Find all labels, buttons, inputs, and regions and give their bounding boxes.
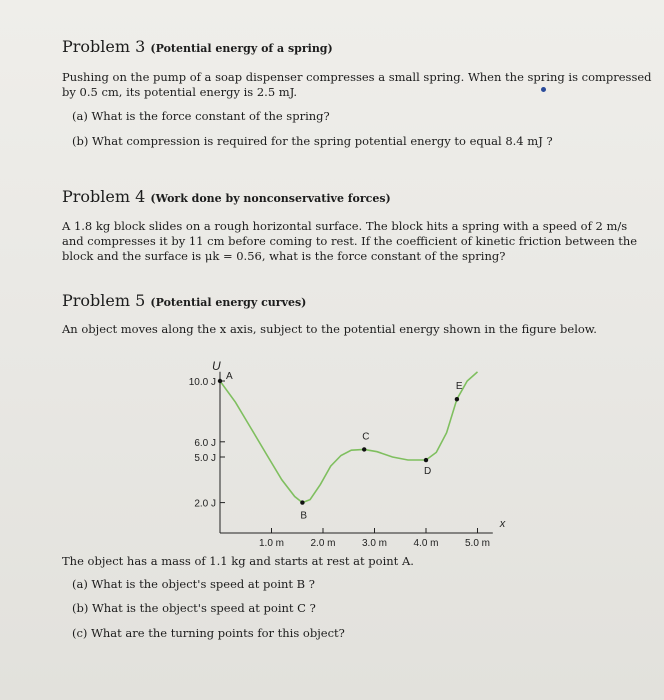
problem-5-question-b: (b) What is the object's speed at point C ? [72,601,316,615]
x-tick-label: 3.0 m [361,538,388,549]
point-label-b: B [300,510,308,522]
point-e [455,397,459,401]
problem-3-text-line2: by 0.5 cm, its potential energy is 2.5 mJ. [62,85,298,99]
problem-3-title: Problem 3 (Potential energy of a spring) [62,37,333,56]
mark-dot [541,87,546,92]
y-axis-label: U [212,358,221,373]
problem-5-intro: An object moves along the x axis, subject to the potential energy shown in the figure below. [62,322,597,336]
problem-5-after: The object has a mass of 1.1 kg and starts at rest at point A. [62,554,414,568]
problem-3-subtitle: (Potential energy of a spring) [150,42,333,55]
problem-4-text-line2: and compresses it by 11 cm before coming to rest. If the coefficient of kinetic friction between the [62,234,638,248]
problem-4-title: Problem 4 (Work done by nonconservative forces) [62,187,391,206]
problem-3-text-line1: Pushing on the pump of a soap dispenser compresses a small spring. When the spring is compressed [62,70,652,84]
problem-5-title: Problem 5 (Potential energy curves) [62,291,307,310]
problem-3-question-b: (b) What compression is required for the spring potential energy to equal 8.4 mJ ? [72,134,553,148]
point-label-d: D [424,466,432,478]
problem-4-text-line3: block and the surface is μk = 0.56, what is the force constant of the spring? [62,249,506,263]
x-tick-label: 1.0 m [258,538,285,549]
x-tick-label: 5.0 m [464,538,491,549]
point-label-c: C [362,431,370,443]
problem-5-question-c: (c) What are the turning points for this object? [72,626,345,640]
point-c [362,447,366,451]
problem-5-subtitle: (Potential energy curves) [150,296,307,309]
x-tick-label: 2.0 m [310,538,336,549]
potential-energy-chart [170,340,506,550]
y-tick-label: 10.0 J [188,377,216,388]
problem-4-subtitle: (Work done by nonconservative forces) [150,192,391,205]
potential-energy-curve [220,372,478,503]
y-tick-label: 2.0 J [194,498,216,510]
point-b [300,500,304,504]
x-axis-label: x [499,518,506,530]
point-label-a: A [226,371,233,382]
y-tick-label: 6.0 J [194,437,216,449]
problem-3-question-a: (a) What is the force constant of the spring? [72,109,330,123]
y-tick-label: 5.0 J [194,453,216,464]
x-tick-label: 4.0 m [413,538,439,549]
point-label-e: E [455,381,463,393]
problem-4-text-line1: A 1.8 kg block slides on a rough horizontal surface. The block hits a spring with a speed of 2 m/s [62,219,628,233]
point-d [424,458,428,462]
point-a [218,379,222,383]
problem-5-question-a: (a) What is the object's speed at point B ? [72,577,315,591]
